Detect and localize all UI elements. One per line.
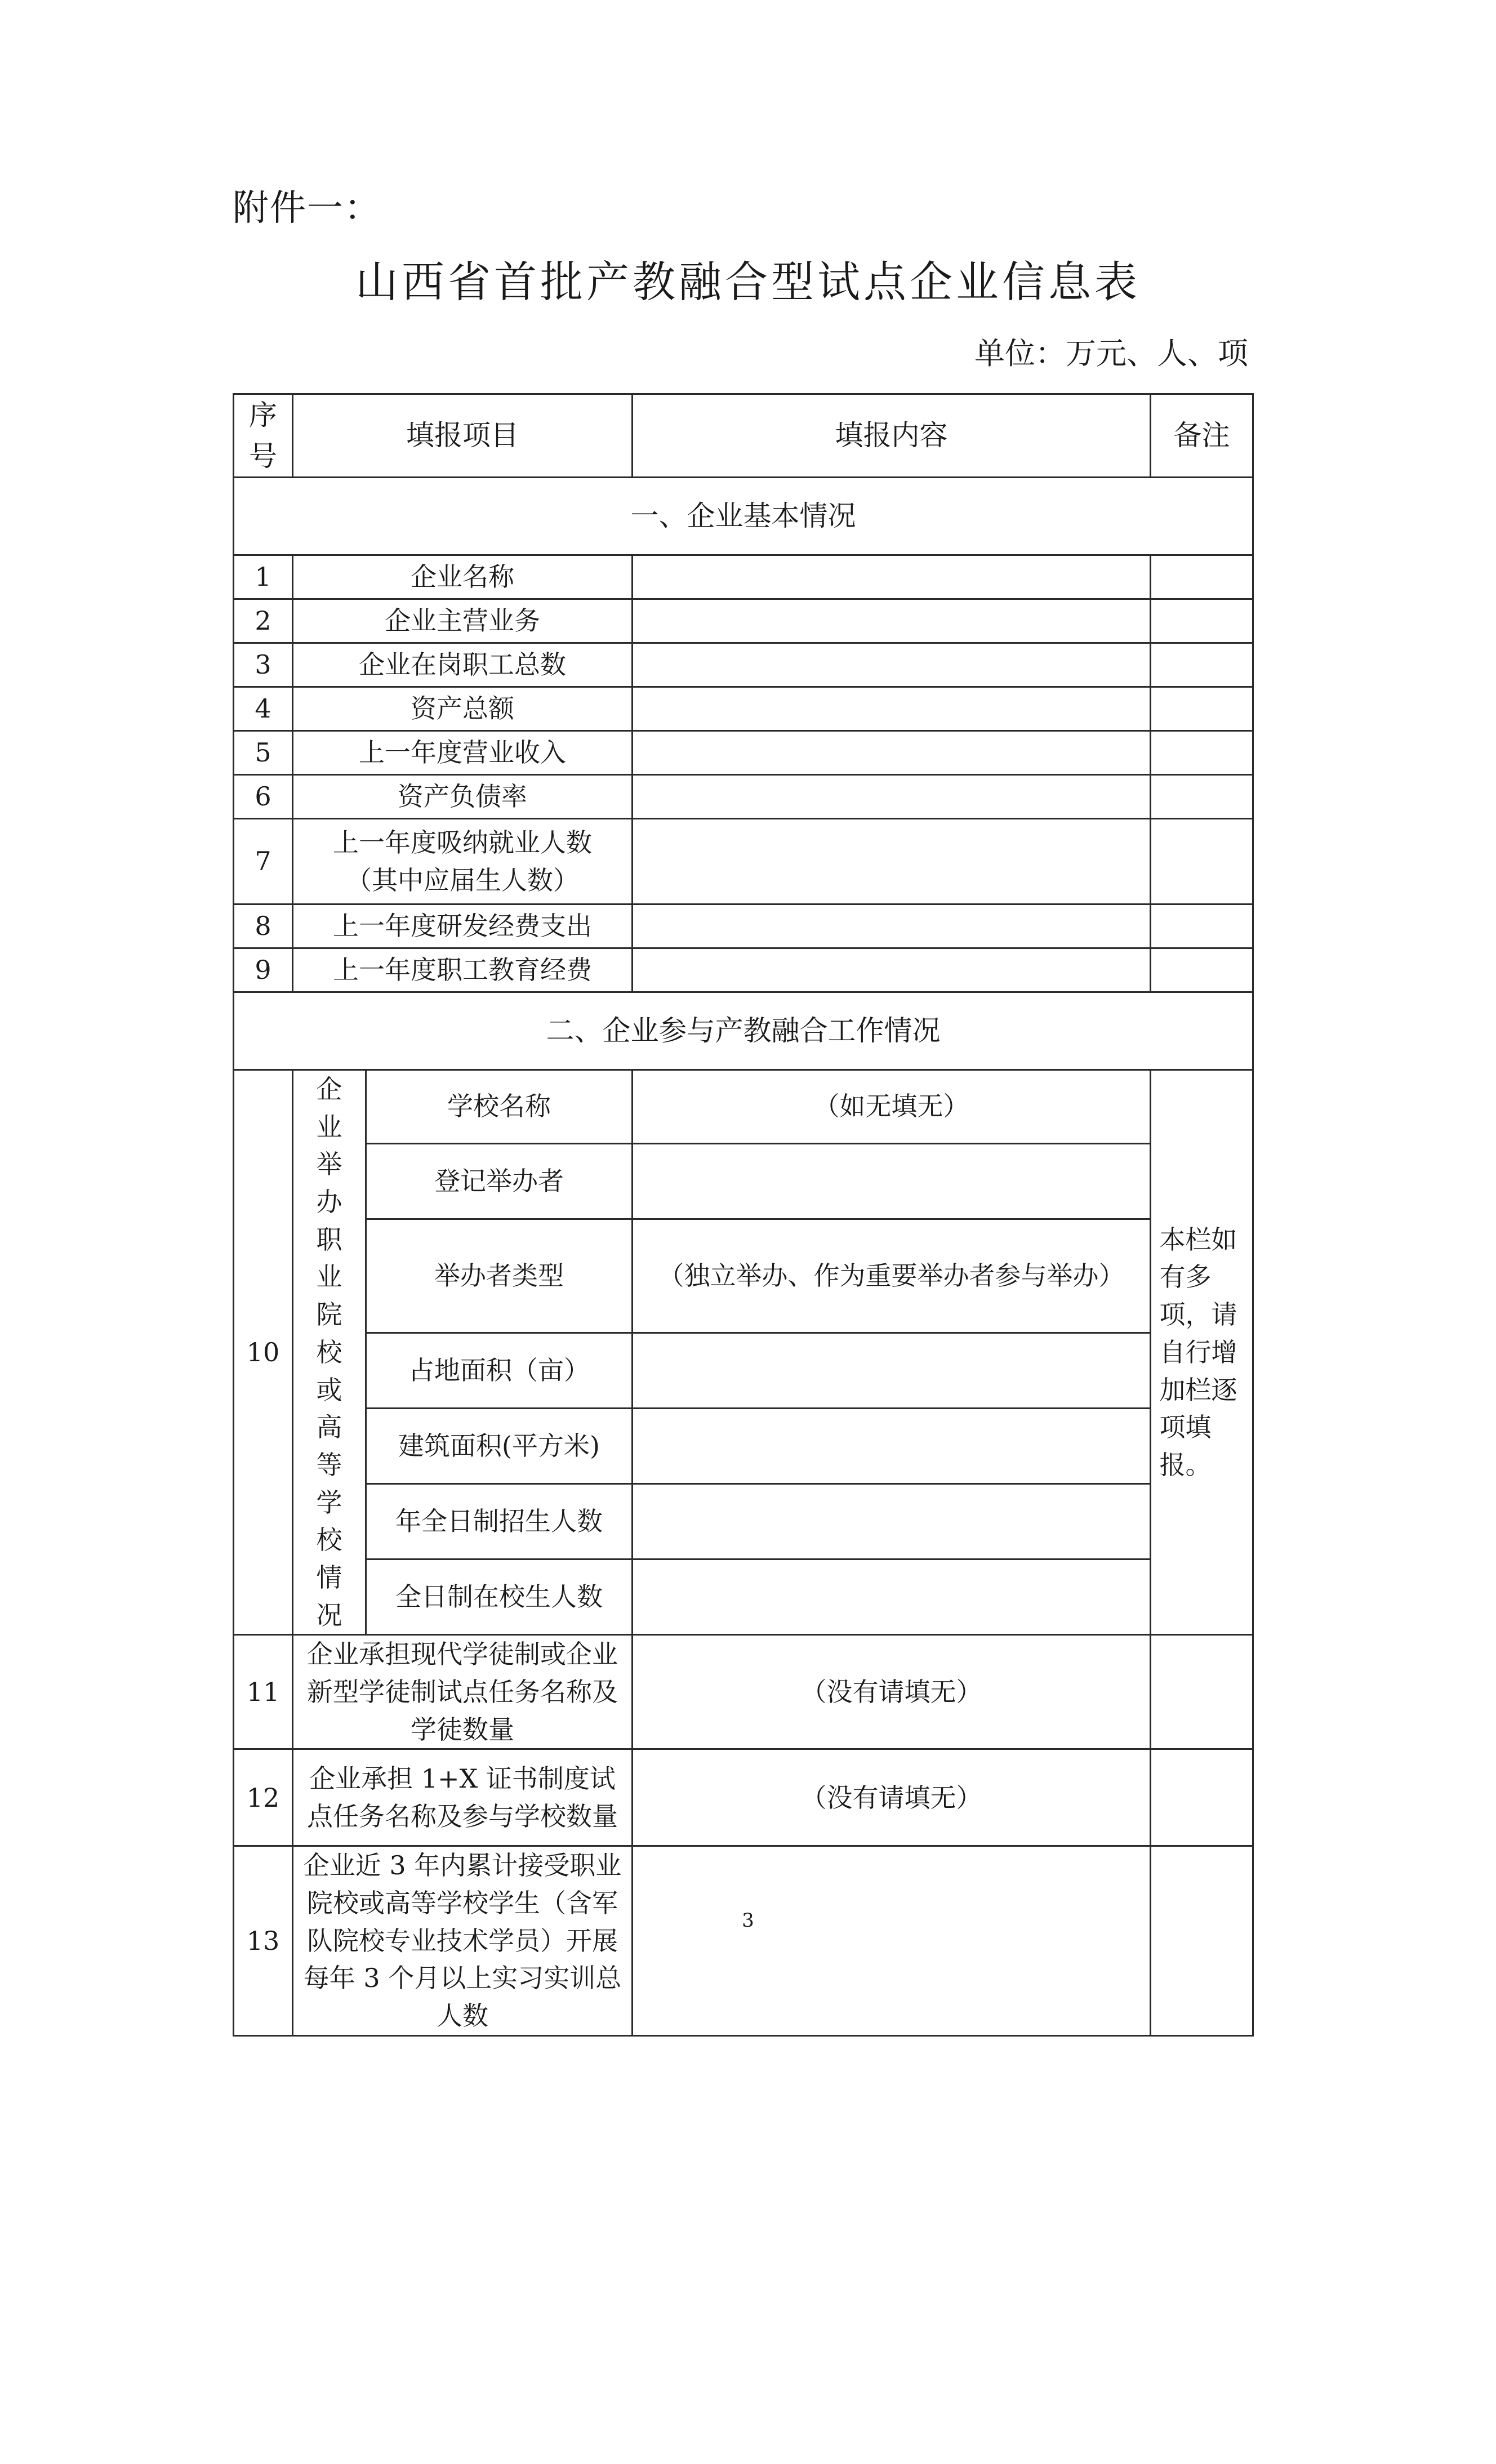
row-seq: 12	[234, 1749, 293, 1846]
content-cell[interactable]	[633, 1333, 1151, 1409]
row-item: 企业承担 1+X 证书制度试点任务名称及参与学校数量	[293, 1749, 633, 1846]
remark-cell[interactable]	[1151, 1749, 1253, 1846]
table-row	[234, 1846, 1253, 2035]
row-item: 资产总额	[293, 687, 633, 731]
content-cell[interactable]: （独立举办、作为重要举办者参与举办）	[633, 1219, 1151, 1333]
row-item: 企业主营业务	[293, 599, 633, 643]
content-cell[interactable]	[633, 819, 1151, 904]
content-cell[interactable]	[633, 775, 1151, 819]
row-seq: 6	[234, 775, 293, 819]
row-seq: 9	[234, 948, 293, 992]
row-item: 资产负债率	[293, 775, 633, 819]
row-item-line1: 上一年度吸纳就业人数	[333, 827, 592, 858]
header-seq: 序号	[234, 394, 293, 478]
page-title: 山西省首批产教融合型试点企业信息表	[355, 257, 1141, 307]
row-seq: 13	[234, 1846, 293, 2035]
row-item: 企业近 3 年内累计接受职业院校或高等学校学生（含军队院校专业技术学员）开展每年 3 个月以上实习实训总人数	[293, 1846, 633, 2035]
row-seq: 7	[234, 819, 293, 904]
attachment-label: 附件一：	[233, 188, 381, 229]
table-row	[234, 731, 1253, 775]
remark-cell[interactable]	[1151, 1846, 1253, 2035]
content-cell[interactable]	[633, 904, 1151, 948]
remark-cell[interactable]	[1151, 599, 1253, 643]
remark-cell[interactable]	[1151, 1635, 1253, 1749]
unit-note: 单位：万元、人、项	[974, 336, 1248, 371]
remark-cell[interactable]	[1151, 948, 1253, 992]
row-item	[293, 819, 633, 904]
content-cell[interactable]: （没有请填无）	[633, 1749, 1151, 1846]
info-form-table	[233, 393, 1254, 2037]
row-seq: 2	[234, 599, 293, 643]
table-row	[234, 819, 1253, 904]
content-cell[interactable]	[633, 643, 1151, 687]
remark-cell[interactable]	[1151, 687, 1253, 731]
row-seq: 8	[234, 904, 293, 948]
table-row	[234, 775, 1253, 819]
content-cell[interactable]	[633, 1846, 1151, 2035]
sub-item: 占地面积（亩）	[366, 1333, 633, 1409]
header-content: 填报内容	[633, 394, 1151, 478]
content-cell[interactable]	[633, 1560, 1151, 1635]
row-seq: 10	[234, 1070, 293, 1635]
row-item: 上一年度研发经费支出	[293, 904, 633, 948]
table-row	[234, 599, 1253, 643]
remark-cell[interactable]	[1151, 731, 1253, 775]
header-item: 填报项目	[293, 394, 633, 478]
table-row	[234, 555, 1253, 599]
row-item: 上一年度职工教育经费	[293, 948, 633, 992]
remark-cell[interactable]	[1151, 555, 1253, 599]
section-integration-work: 二、企业参与产教融合工作情况	[234, 992, 1253, 1070]
row-seq: 1	[234, 555, 293, 599]
content-cell[interactable]: （没有请填无）	[633, 1635, 1151, 1749]
table-row	[234, 1749, 1253, 1846]
content-cell[interactable]	[633, 1484, 1151, 1560]
header-row	[234, 394, 1253, 478]
table-row	[234, 1070, 1253, 1144]
content-cell[interactable]	[633, 687, 1151, 731]
table-row	[234, 948, 1253, 992]
table-row	[234, 904, 1253, 948]
table-row	[234, 643, 1253, 687]
row-seq: 3	[234, 643, 293, 687]
table-row	[234, 687, 1253, 731]
row-item-line2: （其中应届生人数）	[346, 865, 579, 895]
row-item: 企业在岗职工总数	[293, 643, 633, 687]
row-item: 企业承担现代学徒制或企业新型学徒制试点任务名称及学徒数量	[293, 1635, 633, 1749]
sub-item: 登记举办者	[366, 1143, 633, 1219]
sub-item: 举办者类型	[366, 1219, 633, 1333]
content-cell[interactable]	[633, 731, 1151, 775]
remark-cell[interactable]	[1151, 904, 1253, 948]
content-cell[interactable]	[633, 1143, 1151, 1219]
remark-cell[interactable]	[1151, 819, 1253, 904]
page-number: 3	[742, 1909, 754, 1932]
row-seq: 11	[234, 1635, 293, 1749]
remark-cell[interactable]	[1151, 643, 1253, 687]
section-basic-info: 一、企业基本情况	[234, 478, 1253, 555]
header-remark: 备注	[1151, 394, 1253, 478]
row-item: 企业名称	[293, 555, 633, 599]
table-row	[234, 1635, 1253, 1749]
sub-item: 建筑面积(平方米)	[366, 1409, 633, 1484]
row-seq: 4	[234, 687, 293, 731]
content-cell[interactable]	[633, 1409, 1151, 1484]
content-cell[interactable]: （如无填无）	[633, 1070, 1151, 1144]
sub-item: 全日制在校生人数	[366, 1560, 633, 1635]
row10-group-label: 企业举办职业院校或高等学校情况	[293, 1070, 366, 1635]
content-cell[interactable]	[633, 555, 1151, 599]
row10-remark: 本栏如有多项，请自行增加栏逐项填报。	[1151, 1070, 1253, 1635]
sub-item: 年全日制招生人数	[366, 1484, 633, 1560]
content-cell[interactable]	[633, 948, 1151, 992]
content-cell[interactable]	[633, 599, 1151, 643]
remark-cell[interactable]	[1151, 775, 1253, 819]
sub-item: 学校名称	[366, 1070, 633, 1144]
row-item: 上一年度营业收入	[293, 731, 633, 775]
row-seq: 5	[234, 731, 293, 775]
